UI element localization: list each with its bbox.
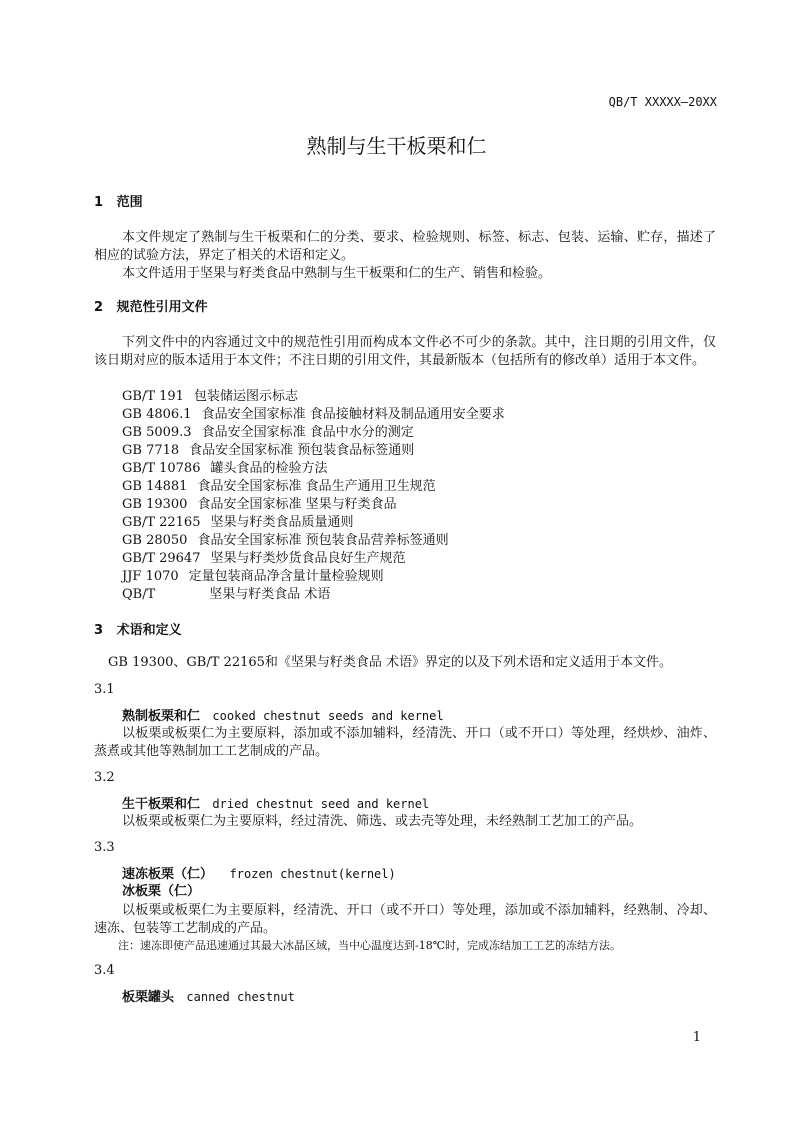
reference-title: 包装储运图示标志 bbox=[193, 389, 298, 404]
reference-code: GB/T 191 bbox=[122, 389, 184, 404]
reference-code: GB 14881 bbox=[122, 479, 188, 494]
page-number: 1 bbox=[692, 1030, 701, 1045]
reference-item bbox=[122, 568, 384, 586]
reference-item bbox=[122, 532, 449, 550]
reference-title: 食品安全国家标准 预包装食品标签通则 bbox=[189, 443, 415, 458]
reference-code: GB 4806.1 bbox=[122, 407, 192, 422]
reference-title: 坚果与籽类食品质量通则 bbox=[210, 515, 354, 530]
term-heading: 熟制板栗和仁 cooked chestnut seeds and kernel bbox=[122, 709, 444, 724]
reference-title: 食品安全国家标准 食品中水分的测定 bbox=[201, 425, 414, 440]
section-2-heading: 2 规范性引用文件 bbox=[94, 300, 208, 315]
term-number: 3.2 bbox=[94, 770, 115, 785]
document-code: QB/T XXXXX—20XX bbox=[608, 95, 717, 109]
reference-item bbox=[122, 388, 298, 406]
term-number: 3.3 bbox=[94, 840, 115, 855]
reference-item bbox=[122, 586, 330, 604]
term-definition: 以板栗或板栗仁为主要原料，经清洗、开口（或不开口）等处理，添加或不添加辅料，经熟制、冷却、速冻、包装等工艺制成的产品。 bbox=[94, 903, 716, 936]
page-title: 熟制与生干板栗和仁 bbox=[306, 134, 487, 158]
reference-title: 食品安全国家标准 食品生产通用卫生规范 bbox=[197, 479, 436, 494]
reference-title: 食品安全国家标准 坚果与籽类食品 bbox=[197, 497, 397, 512]
reference-item bbox=[122, 442, 414, 460]
reference-code: GB/T 22165 bbox=[122, 515, 201, 530]
reference-title: 食品安全国家标准 食品接触材料及制品通用安全要求 bbox=[201, 407, 505, 422]
section-3-heading: 3 术语和定义 bbox=[94, 623, 182, 638]
reference-code: QB/T bbox=[122, 587, 156, 602]
term-definition: 以板栗或板栗仁为主要原料，添加或不添加辅料，经清洗、开口（或不开口）等处理，经烘炒、油炸、蒸煮或其他等熟制加工工艺制成的产品。 bbox=[94, 726, 716, 759]
reference-item bbox=[122, 496, 397, 514]
reference-item bbox=[122, 514, 354, 532]
scope-paragraph-2: 本文件适用于坚果与籽类食品中熟制与生干板栗和仁的生产、销售和检验。 bbox=[122, 266, 552, 281]
reference-title: 罐头食品的检验方法 bbox=[210, 461, 328, 476]
reference-code: GB 7718 bbox=[122, 443, 180, 458]
reference-item bbox=[122, 406, 505, 424]
term-heading: 速冻板栗（仁） frozen chestnut(kernel) bbox=[122, 867, 396, 882]
reference-item bbox=[122, 478, 436, 496]
references-intro: 下列文件中的内容通过文中的规范性引用而构成本文件必不可少的条款。其中，注日期的引用文件，仅该日期对应的版本适用于本文件；不注日期的引用文件，其最新版本（包括所有的修改单）适用于本文件。 bbox=[94, 335, 716, 368]
reference-title: 食品安全国家标准 预包装食品营养标签通则 bbox=[197, 533, 449, 548]
reference-item bbox=[122, 460, 328, 478]
reference-code: JJF 1070 bbox=[122, 569, 179, 584]
term-number: 3.4 bbox=[94, 963, 115, 978]
term-synonym: 冰板栗（仁） bbox=[122, 884, 201, 899]
scope-paragraph-1: 本文件规定了熟制与生干板栗和仁的分类、要求、检验规则、标签、标志、包装、运输、贮存，描述了相应的试验方法，界定了相关的术语和定义。 bbox=[94, 230, 716, 263]
reference-title: 定量包装商品净含量计量检验规则 bbox=[188, 569, 384, 584]
reference-code: GB 28050 bbox=[122, 533, 188, 548]
term-definition: 以板栗或板栗仁为主要原料，经过清洗、筛选、或去壳等处理，未经熟制工艺加工的产品。 bbox=[122, 814, 643, 829]
term-heading: 板栗罐头 canned chestnut bbox=[122, 990, 295, 1005]
terms-intro: GB 19300、GB/T 22165和《坚果与籽类食品 术语》界定的以及下列术语和定义适用于本文件。 bbox=[108, 655, 673, 670]
reference-title: 坚果与籽类炒货食品良好生产规范 bbox=[210, 551, 406, 566]
reference-item bbox=[122, 424, 414, 442]
reference-item bbox=[122, 550, 406, 568]
term-number: 3.1 bbox=[94, 682, 115, 697]
reference-title: 坚果与籽类食品 术语 bbox=[209, 587, 331, 602]
reference-code: GB/T 10786 bbox=[122, 461, 201, 476]
reference-code: GB/T 29647 bbox=[122, 551, 201, 566]
reference-code: GB 5009.3 bbox=[122, 425, 192, 440]
reference-code: GB 19300 bbox=[122, 497, 188, 512]
term-heading: 生干板栗和仁 dried chestnut seed and kernel bbox=[122, 797, 430, 812]
section-1-heading: 1 范围 bbox=[94, 195, 143, 210]
term-note: 注：速冻即使产品迅速通过其最大冰晶区域，当中心温度达到-18℃时，完成冻结加工工艺的冻结方法。 bbox=[118, 939, 622, 952]
